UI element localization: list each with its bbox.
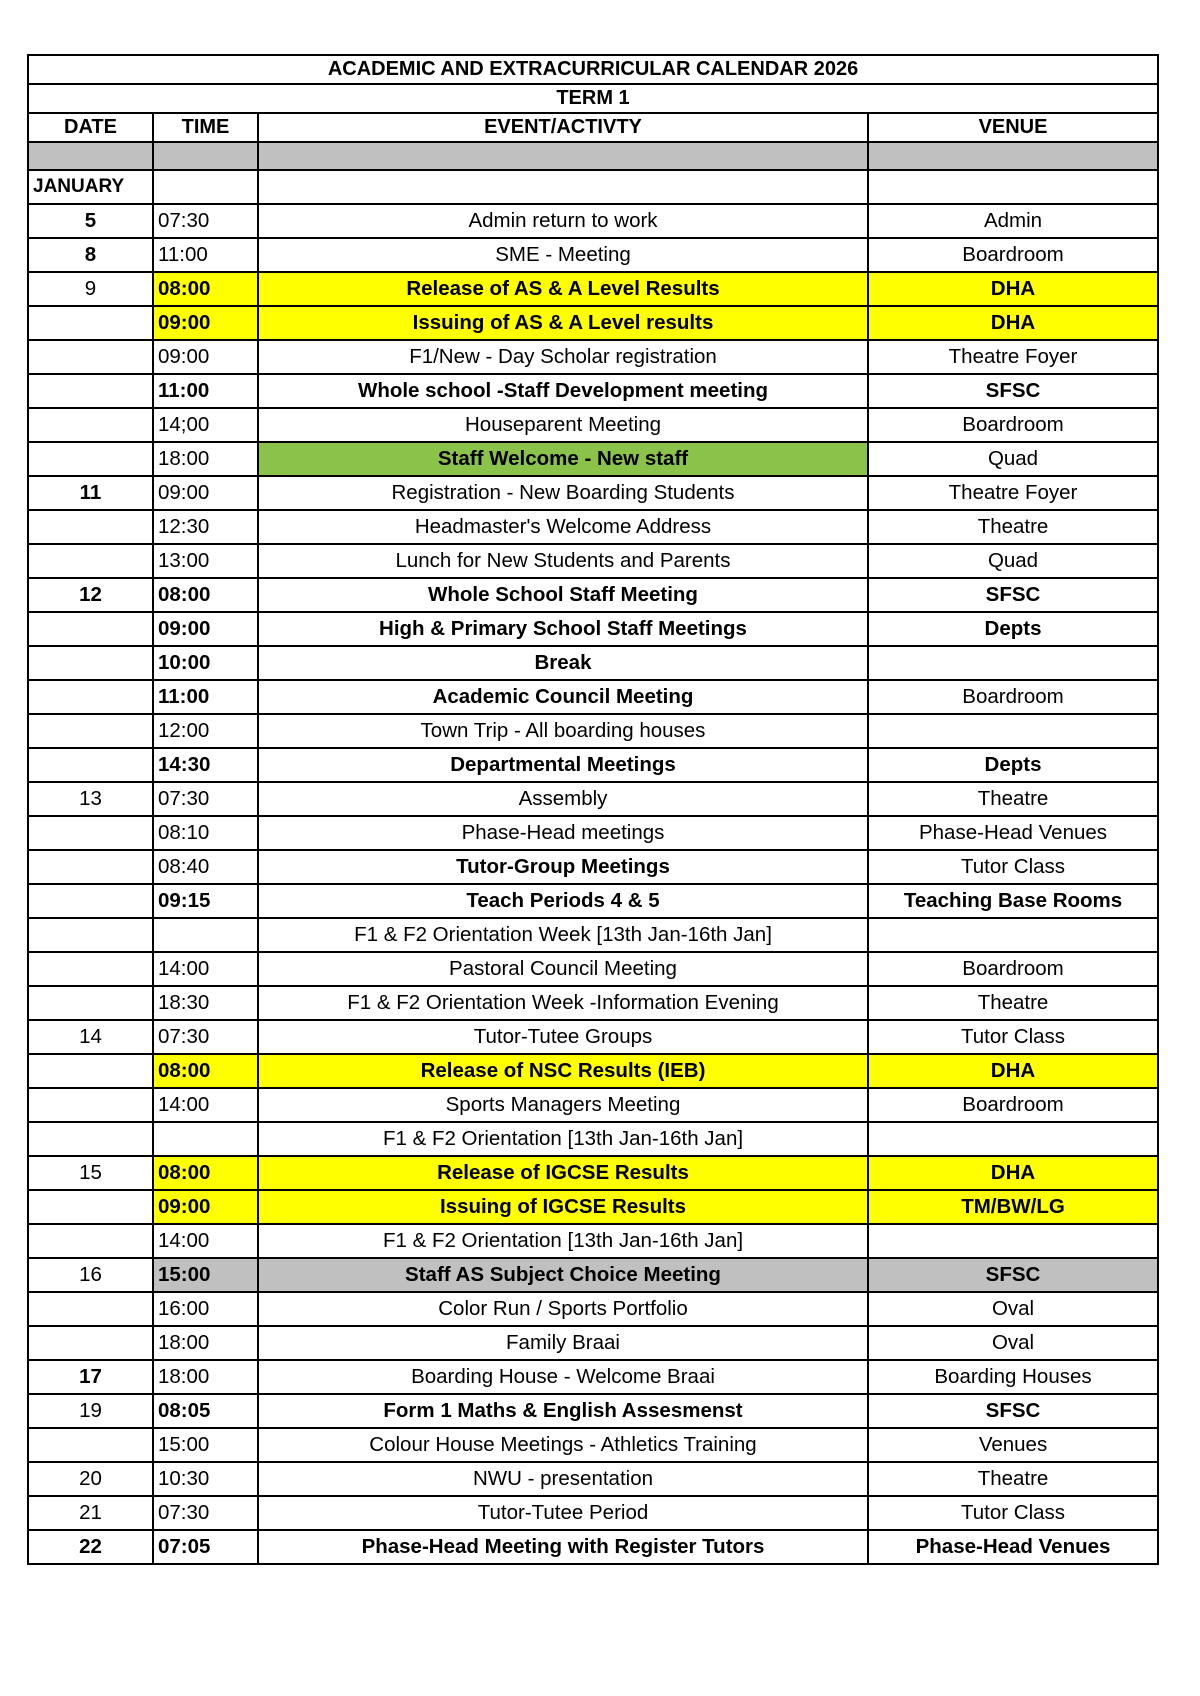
table-row bbox=[28, 646, 1158, 680]
date-cell bbox=[28, 1326, 153, 1360]
event-cell: Tutor-Tutee Groups bbox=[258, 1020, 868, 1054]
event-cell: Issuing of AS & A Level results bbox=[258, 306, 868, 340]
event-cell: F1 & F2 Orientation Week [13th Jan-16th Jan] bbox=[258, 918, 868, 952]
venue-cell: Theatre bbox=[868, 1462, 1158, 1496]
event-cell: Tutor-Group Meetings bbox=[258, 850, 868, 884]
date-cell bbox=[28, 442, 153, 476]
table-row bbox=[28, 340, 1158, 374]
date-cell bbox=[28, 510, 153, 544]
time-cell: 15:00 bbox=[153, 1428, 258, 1462]
event-cell: Town Trip - All boarding houses bbox=[258, 714, 868, 748]
time-cell: 09:00 bbox=[153, 612, 258, 646]
date-cell bbox=[28, 646, 153, 680]
title-row bbox=[28, 55, 1158, 84]
date-cell bbox=[28, 816, 153, 850]
date-cell bbox=[28, 544, 153, 578]
month-empty-cell bbox=[153, 170, 258, 204]
venue-cell: DHA bbox=[868, 272, 1158, 306]
event-cell: Break bbox=[258, 646, 868, 680]
time-cell: 07:30 bbox=[153, 782, 258, 816]
date-cell bbox=[28, 884, 153, 918]
spacer-row bbox=[28, 142, 1158, 170]
event-cell: Whole school -Staff Development meeting bbox=[258, 374, 868, 408]
event-cell: Form 1 Maths & English Assesmenst bbox=[258, 1394, 868, 1428]
time-cell: 07:05 bbox=[153, 1530, 258, 1564]
venue-cell: SFSC bbox=[868, 1394, 1158, 1428]
venue-cell: Theatre bbox=[868, 510, 1158, 544]
date-cell bbox=[28, 1428, 153, 1462]
date-cell bbox=[28, 306, 153, 340]
venue-cell: Boardroom bbox=[868, 680, 1158, 714]
venue-cell: Theatre Foyer bbox=[868, 340, 1158, 374]
table-row bbox=[28, 1326, 1158, 1360]
time-cell: 11:00 bbox=[153, 680, 258, 714]
date-cell: 13 bbox=[28, 782, 153, 816]
time-cell: 18:00 bbox=[153, 442, 258, 476]
date-cell: 11 bbox=[28, 476, 153, 510]
table-row bbox=[28, 1292, 1158, 1326]
header-time: TIME bbox=[153, 113, 258, 142]
month-empty-cell bbox=[868, 170, 1158, 204]
venue-cell: Theatre bbox=[868, 782, 1158, 816]
venue-cell: Depts bbox=[868, 748, 1158, 782]
table-row bbox=[28, 884, 1158, 918]
time-cell: 11:00 bbox=[153, 374, 258, 408]
time-cell: 14:00 bbox=[153, 952, 258, 986]
table-row bbox=[28, 680, 1158, 714]
table-row bbox=[28, 510, 1158, 544]
table-row bbox=[28, 1496, 1158, 1530]
table-row bbox=[28, 272, 1158, 306]
venue-cell: Oval bbox=[868, 1292, 1158, 1326]
venue-cell: TM/BW/LG bbox=[868, 1190, 1158, 1224]
table-row bbox=[28, 204, 1158, 238]
time-cell: 09:00 bbox=[153, 340, 258, 374]
time-cell: 08:00 bbox=[153, 578, 258, 612]
event-cell: F1 & F2 Orientation [13th Jan-16th Jan] bbox=[258, 1224, 868, 1258]
header-row bbox=[28, 113, 1158, 142]
venue-cell bbox=[868, 646, 1158, 680]
venue-cell bbox=[868, 918, 1158, 952]
date-cell: 14 bbox=[28, 1020, 153, 1054]
table-row bbox=[28, 238, 1158, 272]
venue-cell: Venues bbox=[868, 1428, 1158, 1462]
table-row bbox=[28, 476, 1158, 510]
event-cell: F1 & F2 Orientation [13th Jan-16th Jan] bbox=[258, 1122, 868, 1156]
date-cell bbox=[28, 340, 153, 374]
event-cell: Phase-Head Meeting with Register Tutors bbox=[258, 1530, 868, 1564]
venue-cell: Depts bbox=[868, 612, 1158, 646]
venue-cell: DHA bbox=[868, 1054, 1158, 1088]
event-cell: Pastoral Council Meeting bbox=[258, 952, 868, 986]
event-cell: Lunch for New Students and Parents bbox=[258, 544, 868, 578]
date-cell bbox=[28, 374, 153, 408]
time-cell: 13:00 bbox=[153, 544, 258, 578]
time-cell: 09:00 bbox=[153, 1190, 258, 1224]
date-cell bbox=[28, 1088, 153, 1122]
time-cell: 07:30 bbox=[153, 1020, 258, 1054]
venue-cell: Teaching Base Rooms bbox=[868, 884, 1158, 918]
time-cell: 07:30 bbox=[153, 1496, 258, 1530]
date-cell bbox=[28, 850, 153, 884]
time-cell: 18:00 bbox=[153, 1326, 258, 1360]
time-cell: 08:00 bbox=[153, 272, 258, 306]
calendar-table bbox=[27, 54, 1159, 1565]
event-cell: Departmental Meetings bbox=[258, 748, 868, 782]
table-row bbox=[28, 850, 1158, 884]
time-cell: 09:00 bbox=[153, 476, 258, 510]
date-cell: 15 bbox=[28, 1156, 153, 1190]
spacer-cell bbox=[258, 142, 868, 170]
event-cell: Sports Managers Meeting bbox=[258, 1088, 868, 1122]
time-cell: 08:10 bbox=[153, 816, 258, 850]
date-cell bbox=[28, 680, 153, 714]
time-cell: 07:30 bbox=[153, 204, 258, 238]
time-cell: 14:00 bbox=[153, 1224, 258, 1258]
table-row bbox=[28, 1190, 1158, 1224]
date-cell: 9 bbox=[28, 272, 153, 306]
date-cell: 12 bbox=[28, 578, 153, 612]
event-cell: Release of IGCSE Results bbox=[258, 1156, 868, 1190]
table-row bbox=[28, 1224, 1158, 1258]
table-row bbox=[28, 782, 1158, 816]
venue-cell: Theatre bbox=[868, 986, 1158, 1020]
header-date: DATE bbox=[28, 113, 153, 142]
event-cell: Admin return to work bbox=[258, 204, 868, 238]
venue-cell: Quad bbox=[868, 442, 1158, 476]
time-cell: 14;00 bbox=[153, 408, 258, 442]
time-cell: 09:00 bbox=[153, 306, 258, 340]
event-cell: SME - Meeting bbox=[258, 238, 868, 272]
event-cell: Whole School Staff Meeting bbox=[258, 578, 868, 612]
venue-cell: Phase-Head Venues bbox=[868, 816, 1158, 850]
table-row bbox=[28, 442, 1158, 476]
date-cell bbox=[28, 408, 153, 442]
venue-cell bbox=[868, 1122, 1158, 1156]
time-cell: 12:30 bbox=[153, 510, 258, 544]
venue-cell: Tutor Class bbox=[868, 1496, 1158, 1530]
time-cell: 14:30 bbox=[153, 748, 258, 782]
date-cell bbox=[28, 1190, 153, 1224]
table-row bbox=[28, 714, 1158, 748]
term-row bbox=[28, 84, 1158, 113]
table-row bbox=[28, 578, 1158, 612]
venue-cell: Boardroom bbox=[868, 1088, 1158, 1122]
event-cell: Tutor-Tutee Period bbox=[258, 1496, 868, 1530]
venue-cell: Tutor Class bbox=[868, 1020, 1158, 1054]
date-cell bbox=[28, 1292, 153, 1326]
venue-cell: Admin bbox=[868, 204, 1158, 238]
date-cell bbox=[28, 986, 153, 1020]
event-cell: Teach Periods 4 & 5 bbox=[258, 884, 868, 918]
calendar-title: ACADEMIC AND EXTRACURRICULAR CALENDAR 2026 bbox=[28, 55, 1158, 84]
time-cell: 08:00 bbox=[153, 1156, 258, 1190]
time-cell: 15:00 bbox=[153, 1258, 258, 1292]
spacer-cell bbox=[153, 142, 258, 170]
venue-cell: Phase-Head Venues bbox=[868, 1530, 1158, 1564]
event-cell: Release of AS & A Level Results bbox=[258, 272, 868, 306]
time-cell: 10:00 bbox=[153, 646, 258, 680]
venue-cell: Boardroom bbox=[868, 952, 1158, 986]
month-empty-cell bbox=[258, 170, 868, 204]
term-label: TERM 1 bbox=[28, 84, 1158, 113]
header-venue: VENUE bbox=[868, 113, 1158, 142]
month-row bbox=[28, 170, 1158, 204]
time-cell: 18:00 bbox=[153, 1360, 258, 1394]
date-cell: 22 bbox=[28, 1530, 153, 1564]
venue-cell: Boarding Houses bbox=[868, 1360, 1158, 1394]
event-cell: Issuing of IGCSE Results bbox=[258, 1190, 868, 1224]
date-cell bbox=[28, 748, 153, 782]
time-cell: 16:00 bbox=[153, 1292, 258, 1326]
date-cell bbox=[28, 1054, 153, 1088]
table-row bbox=[28, 1122, 1158, 1156]
date-cell: 16 bbox=[28, 1258, 153, 1292]
date-cell bbox=[28, 1122, 153, 1156]
spacer-cell bbox=[868, 142, 1158, 170]
venue-cell: Boardroom bbox=[868, 238, 1158, 272]
venue-cell bbox=[868, 714, 1158, 748]
time-cell: 12:00 bbox=[153, 714, 258, 748]
table-row bbox=[28, 1258, 1158, 1292]
event-cell: Headmaster's Welcome Address bbox=[258, 510, 868, 544]
event-cell: Phase-Head meetings bbox=[258, 816, 868, 850]
table-row bbox=[28, 1462, 1158, 1496]
time-cell: 10:30 bbox=[153, 1462, 258, 1496]
time-cell: 08:00 bbox=[153, 1054, 258, 1088]
date-cell bbox=[28, 612, 153, 646]
time-cell: 14:00 bbox=[153, 1088, 258, 1122]
event-cell: Houseparent Meeting bbox=[258, 408, 868, 442]
date-cell bbox=[28, 952, 153, 986]
table-row bbox=[28, 952, 1158, 986]
table-row bbox=[28, 816, 1158, 850]
venue-cell: Quad bbox=[868, 544, 1158, 578]
time-cell: 11:00 bbox=[153, 238, 258, 272]
date-cell bbox=[28, 918, 153, 952]
event-cell: Color Run / Sports Portfolio bbox=[258, 1292, 868, 1326]
date-cell: 5 bbox=[28, 204, 153, 238]
table-row bbox=[28, 1020, 1158, 1054]
venue-cell: Tutor Class bbox=[868, 850, 1158, 884]
venue-cell: SFSC bbox=[868, 578, 1158, 612]
spacer-cell bbox=[28, 142, 153, 170]
table-row bbox=[28, 374, 1158, 408]
event-cell: F1/New - Day Scholar registration bbox=[258, 340, 868, 374]
event-cell: Registration - New Boarding Students bbox=[258, 476, 868, 510]
event-cell: Staff Welcome - New staff bbox=[258, 442, 868, 476]
event-cell: Staff AS Subject Choice Meeting bbox=[258, 1258, 868, 1292]
venue-cell: DHA bbox=[868, 306, 1158, 340]
table-row bbox=[28, 1394, 1158, 1428]
venue-cell: Boardroom bbox=[868, 408, 1158, 442]
date-cell: 20 bbox=[28, 1462, 153, 1496]
table-row bbox=[28, 1360, 1158, 1394]
venue-cell: Oval bbox=[868, 1326, 1158, 1360]
table-row bbox=[28, 1428, 1158, 1462]
table-row bbox=[28, 544, 1158, 578]
date-cell bbox=[28, 714, 153, 748]
table-row bbox=[28, 918, 1158, 952]
table-row bbox=[28, 306, 1158, 340]
date-cell: 19 bbox=[28, 1394, 153, 1428]
header-event: EVENT/ACTIVTY bbox=[258, 113, 868, 142]
venue-cell: SFSC bbox=[868, 374, 1158, 408]
event-cell: NWU - presentation bbox=[258, 1462, 868, 1496]
table-row bbox=[28, 986, 1158, 1020]
date-cell: 17 bbox=[28, 1360, 153, 1394]
month-label: JANUARY bbox=[28, 170, 153, 204]
time-cell bbox=[153, 918, 258, 952]
table-row bbox=[28, 612, 1158, 646]
time-cell bbox=[153, 1122, 258, 1156]
time-cell: 18:30 bbox=[153, 986, 258, 1020]
event-cell: F1 & F2 Orientation Week -Information Evening bbox=[258, 986, 868, 1020]
event-cell: Colour House Meetings - Athletics Training bbox=[258, 1428, 868, 1462]
time-cell: 08:05 bbox=[153, 1394, 258, 1428]
event-cell: Boarding House - Welcome Braai bbox=[258, 1360, 868, 1394]
event-cell: Family Braai bbox=[258, 1326, 868, 1360]
time-cell: 08:40 bbox=[153, 850, 258, 884]
event-cell: Release of NSC Results (IEB) bbox=[258, 1054, 868, 1088]
date-cell: 8 bbox=[28, 238, 153, 272]
time-cell: 09:15 bbox=[153, 884, 258, 918]
table-row bbox=[28, 408, 1158, 442]
date-cell bbox=[28, 1224, 153, 1258]
venue-cell: DHA bbox=[868, 1156, 1158, 1190]
table-row bbox=[28, 748, 1158, 782]
event-cell: High & Primary School Staff Meetings bbox=[258, 612, 868, 646]
table-row bbox=[28, 1088, 1158, 1122]
venue-cell bbox=[868, 1224, 1158, 1258]
event-cell: Assembly bbox=[258, 782, 868, 816]
date-cell: 21 bbox=[28, 1496, 153, 1530]
event-cell: Academic Council Meeting bbox=[258, 680, 868, 714]
venue-cell: Theatre Foyer bbox=[868, 476, 1158, 510]
table-row bbox=[28, 1054, 1158, 1088]
table-row bbox=[28, 1156, 1158, 1190]
venue-cell: SFSC bbox=[868, 1258, 1158, 1292]
table-row bbox=[28, 1530, 1158, 1564]
